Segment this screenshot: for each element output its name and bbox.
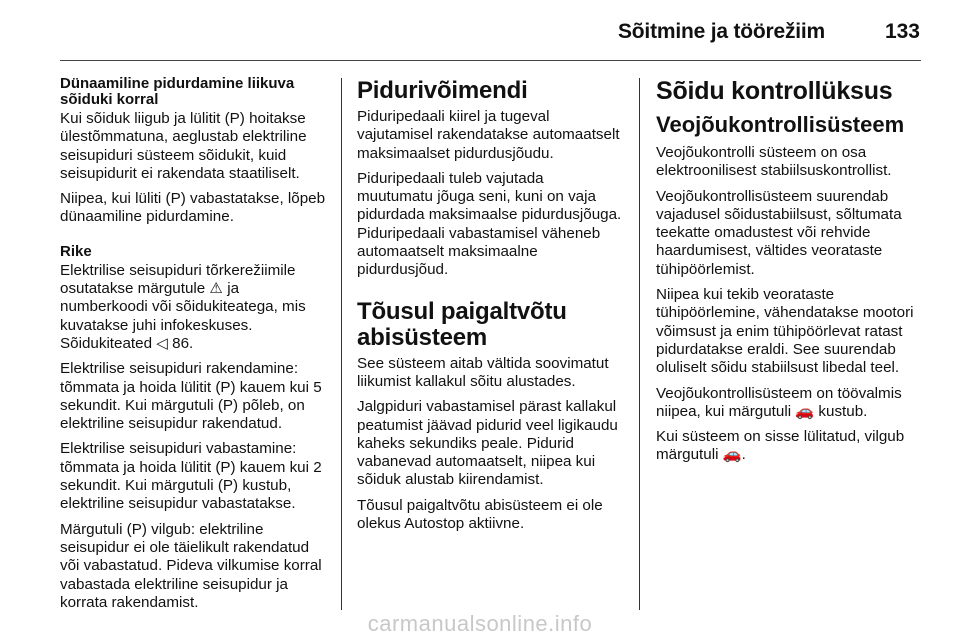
page-header: [0, 0, 960, 62]
paragraph: Niipea, kui lüliti (P) vabastatakse, lõpeb dünaamiline pidurdamine.: [60, 190, 326, 226]
paragraph: Elektrilise seisupiduri rakendamine: tõmmata ja hoida lülitit (P) kauem kui 5 sekundit. Kui märgutuli (P) põleb, on elektriline seisupidur rakendatud.: [60, 360, 322, 433]
column-divider: [341, 78, 342, 610]
paragraph: Jalgpiduri vabastamisel pärast kallakul peatumist jäävad pidurid veel ligikaudu kaheks sekundiks peale. Pidurid vabanevad automaatselt, niipea kui sõiduk alustab kiirendamist.: [357, 398, 618, 489]
heading-brake-assist: Pidurivõimendi: [357, 77, 528, 104]
paragraph: Piduripedaali tuleb vajutada muutumatu jõuga seni, kuni on vaja pidurdada maksimaalse pidurdusjõuga. Piduripedaali vabastamisel väheneb automaatselt maksimaalne pidurdusjõud.: [357, 169, 622, 279]
heading-traction-control: Veojõukontrollisüsteem: [656, 112, 905, 137]
paragraph: See süsteem aitab vältida soovimatut liikumist kallakul sõitu alustades.: [357, 354, 609, 390]
header-rule: [60, 60, 921, 61]
paragraph: Piduripedaali kiirel ja tugeval vajutamisel rakendatakse automaatselt maksimaalset pidurdusjõudu.: [357, 108, 620, 162]
page-number: 133: [884, 20, 920, 43]
chapter-title: Sõitmine ja töörežiim: [618, 20, 825, 43]
column-middle: [357, 76, 623, 540]
paragraph: Elektrilise seisupiduri vabastamine: tõmmata ja hoida lülitit (P) kauem kui 2 sekundit. Kui märgutuli (P) kustub, elektriline seisupidur vabastatakse.: [60, 440, 322, 513]
heading-ride-control: Sõidu kontrollüksus: [656, 77, 893, 105]
paragraph: Veojõukontrollisüsteem on töövalmis niipea, kui märgutuli 🚗 kustub.: [656, 384, 902, 420]
paragraph: Märgutuli (P) vilgub: elektriline seisupidur ei ole täielikult rakendatud või vabastatud. Pideva vilkumise korral vabastada elektriline seisupidur ja korrata rakendamist.: [60, 520, 322, 611]
column-left: [60, 76, 326, 619]
subheading-fault: Rike: [60, 242, 92, 260]
watermark: carmanualsonline.info: [367, 611, 593, 636]
paragraph: Veojõukontrolli süsteem on osa elektroonilisest stabiilsuskontrollist.: [656, 144, 892, 180]
column-divider: [639, 78, 640, 610]
subheading-dynamic-braking: Dünaamiline pidurdamine liikuva sõiduki korral: [60, 75, 295, 108]
paragraph: Niipea kui tekib veorataste tühipöörlemine, vähendatakse mootori võimsust ja enim tühipöörlevat ratast pidurdatakse eraldi. See suurendab oluliselt sõidu stabiilsust libedal teel.: [656, 286, 914, 377]
heading-hill-start-assist: Tõusul paigaltvõtu abisüsteem: [357, 297, 567, 351]
column-right: [656, 76, 922, 472]
paragraph: Veojõukontrollisüsteem suurendab vajadusel sõidustabiilsust, sõltumata teekatte omadustest või rehvide haardumisest, vältides veorataste tühipöörlemist.: [656, 187, 902, 278]
paragraph: Elektrilise seisupiduri tõrkerežiimile osutatakse märgutule ⚠ ja numberkoodi või sõidukiteatega, mis kuvatakse juhi infokeskuses. Sõidukiteated ◁ 86.: [60, 261, 306, 352]
paragraph: Tõusul paigaltvõtu abisüsteem ei ole olekus Autostop aktiivne.: [357, 496, 603, 533]
paragraph: Kui süsteem on sisse lülitatud, vilgub märgutuli 🚗.: [656, 428, 905, 464]
paragraph: Kui sõiduk liigub ja lülitit (P) hoitakse ülestõmmatuna, aeglustab elektriline seisupiduri süsteem sõidukit, kuid seisupidurit ei rakendata staatiliselt.: [60, 110, 307, 182]
